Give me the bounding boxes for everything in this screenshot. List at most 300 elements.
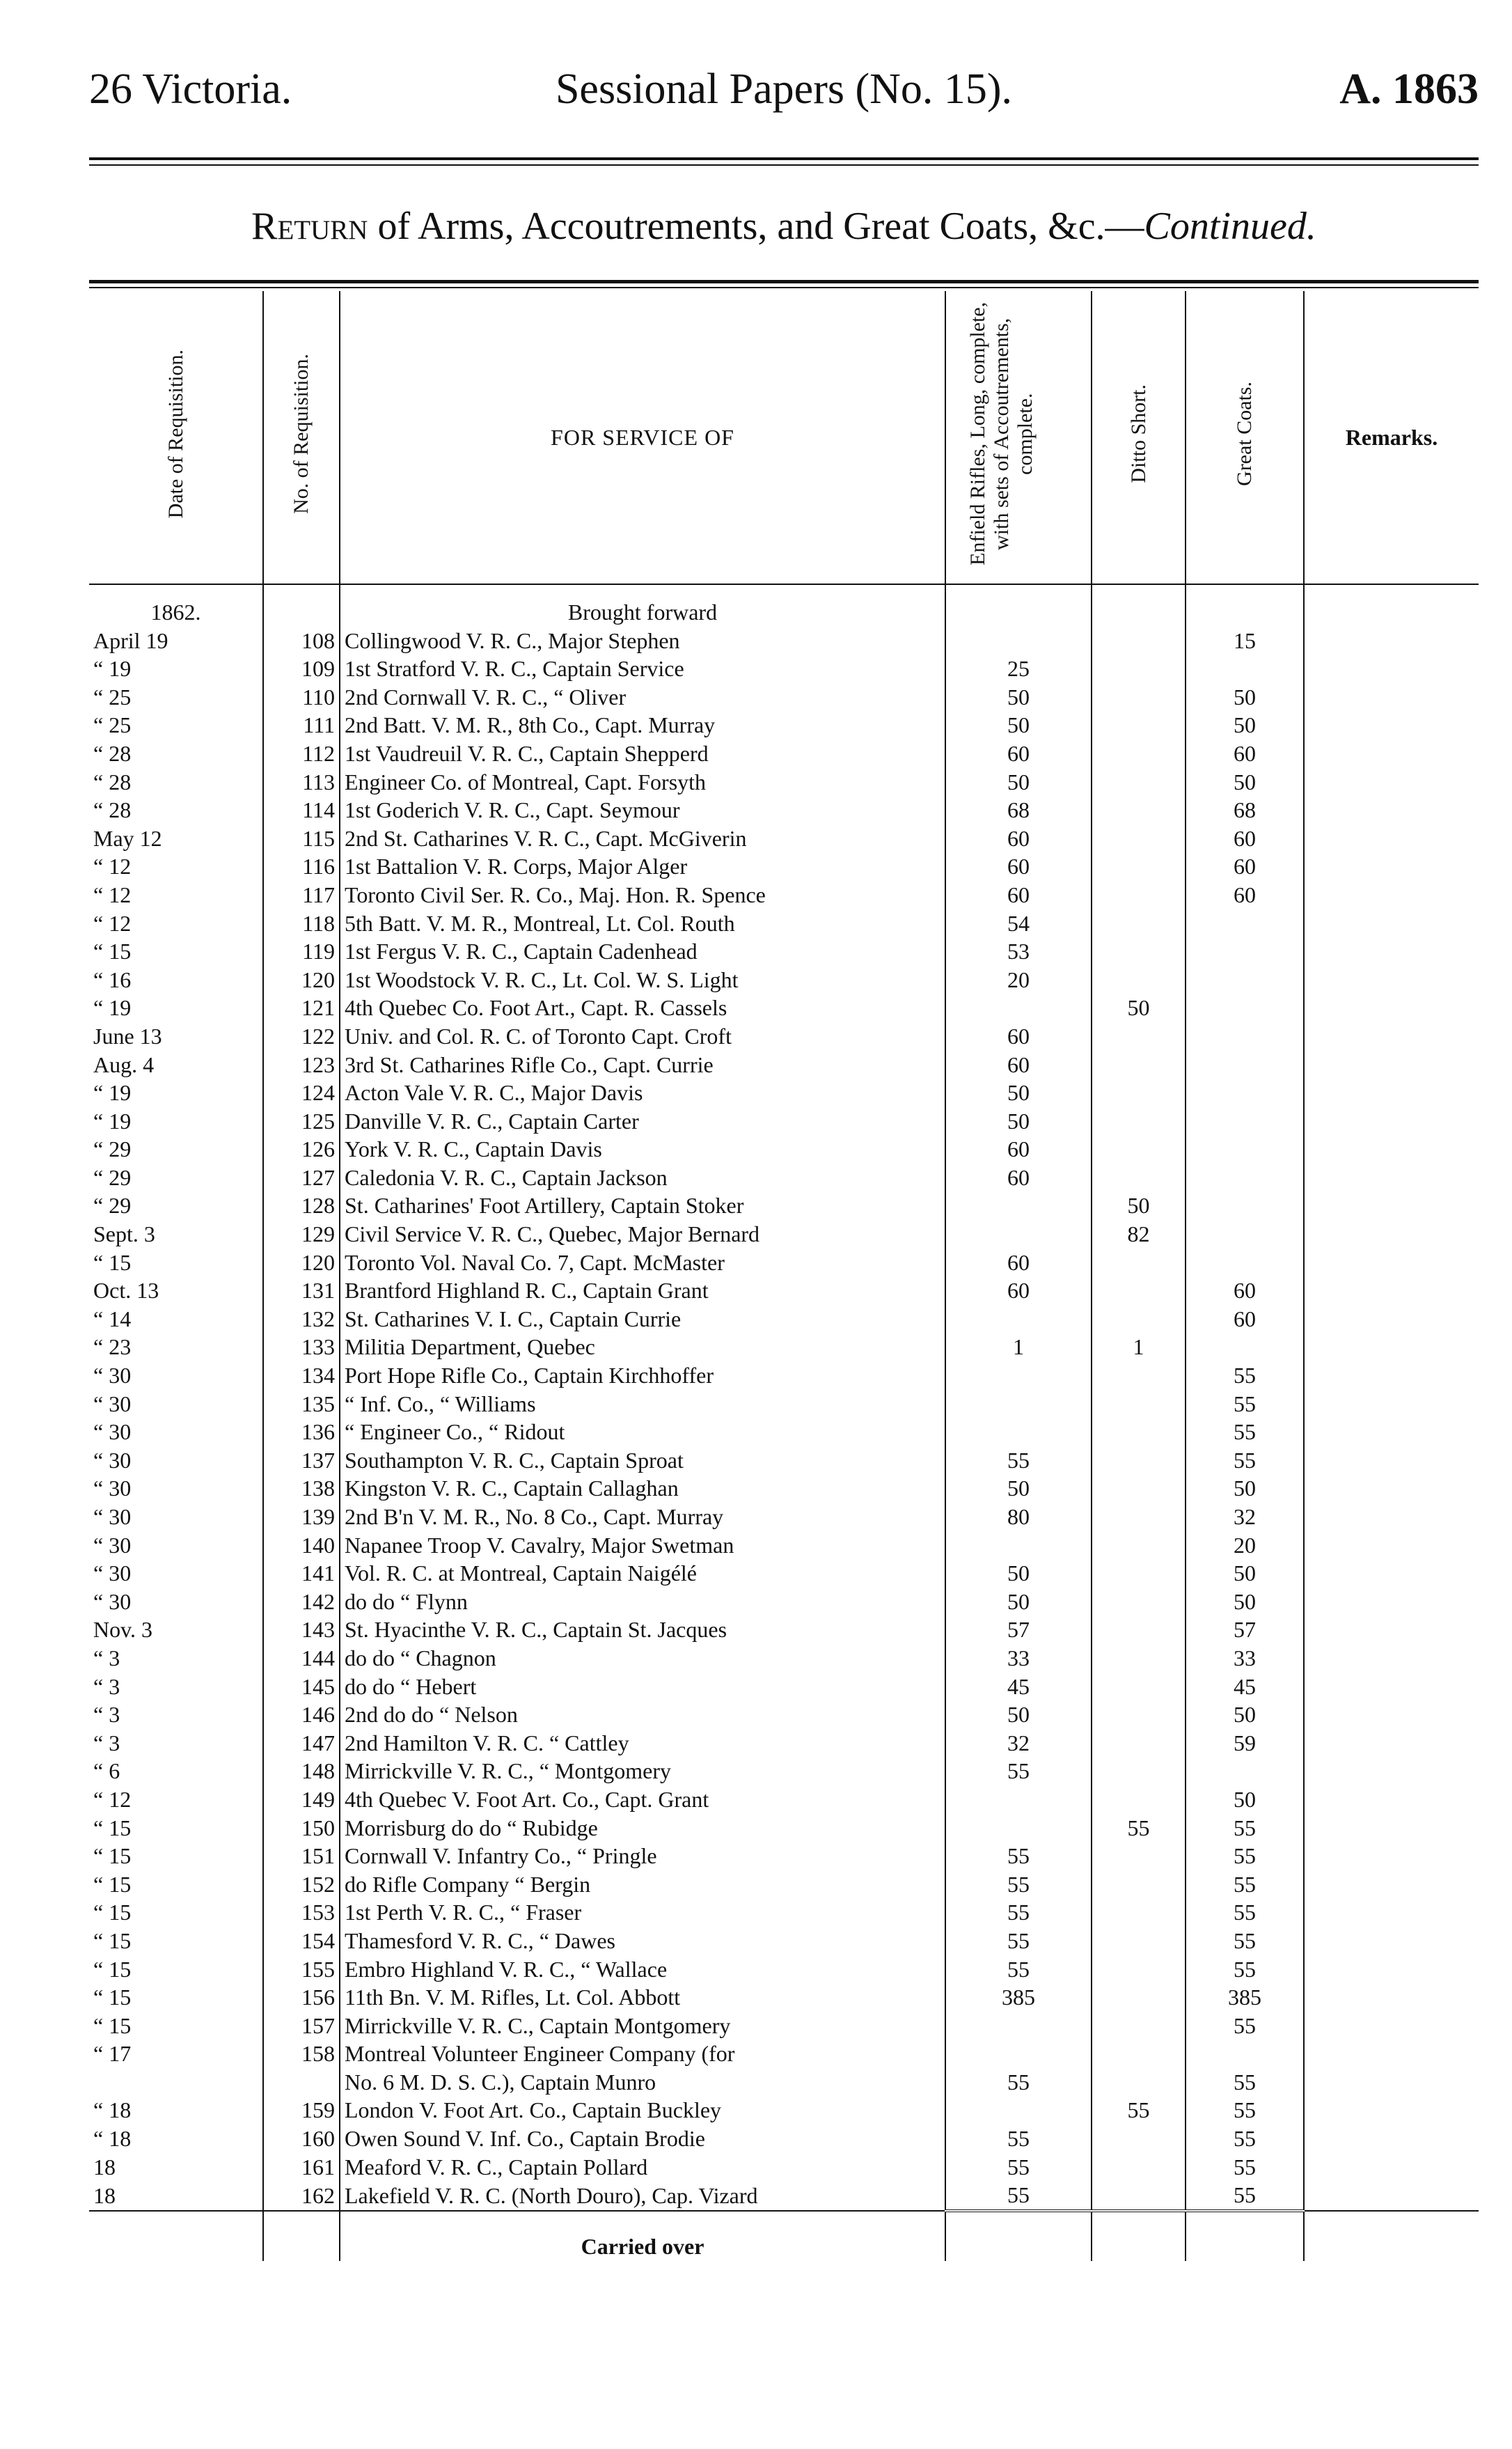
ditto-short-count: 1 (1092, 1333, 1186, 1361)
requisition-date: “ 25 (89, 683, 263, 712)
remarks-cell (1304, 627, 1479, 655)
enfield-rifles-count: 50 (945, 768, 1092, 797)
great-coats-count (1186, 1164, 1304, 1192)
enfield-rifles-count (945, 2012, 1092, 2040)
great-coats-count (1186, 2040, 1304, 2068)
service-of: London V. Foot Art. Co., Captain Buckley (340, 2096, 945, 2125)
requisition-date: “ 3 (89, 1700, 263, 1729)
ditto-short-count: 55 (1092, 2096, 1186, 2125)
great-coats-count: 50 (1186, 768, 1304, 797)
requisition-number: 120 (263, 966, 340, 994)
ditto-short-count (1092, 1927, 1186, 1955)
great-coats-count: 33 (1186, 1644, 1304, 1673)
service-of: Toronto Vol. Naval Co. 7, Capt. McMaster (340, 1249, 945, 1277)
service-of: 1st Stratford V. R. C., Captain Service (340, 655, 945, 683)
requisition-number: 123 (263, 1051, 340, 1079)
requisition-date: “ 30 (89, 1361, 263, 1390)
header-rule-bottom (89, 164, 1479, 166)
remarks-cell (1304, 2096, 1479, 2125)
enfield-rifles-count: 20 (945, 966, 1092, 994)
service-of: 1st Vaudreuil V. R. C., Captain Shepperd (340, 740, 945, 768)
requisition-number: 148 (263, 1757, 340, 1785)
enfield-rifles-count: 55 (945, 2068, 1092, 2097)
service-of: 1st Woodstock V. R. C., Lt. Col. W. S. Light (340, 966, 945, 994)
requisition-number: 144 (263, 1644, 340, 1673)
service-of: Montreal Volunteer Engineer Company (for (340, 2040, 945, 2068)
ditto-short-count (1092, 1107, 1186, 1136)
enfield-rifles-count: 50 (945, 683, 1092, 712)
service-of: 11th Bn. V. M. Rifles, Lt. Col. Abbott (340, 1983, 945, 2012)
title-continued: Continued. (1144, 205, 1316, 248)
great-coats-count: 60 (1186, 1305, 1304, 1333)
requisition-date: “ 18 (89, 2125, 263, 2153)
enfield-rifles-count: 55 (945, 2125, 1092, 2153)
ditto-short-count (1092, 711, 1186, 740)
requisition-date: “ 15 (89, 1983, 263, 2012)
great-coats-count: 55 (1186, 1870, 1304, 1899)
service-of: Lakefield V. R. C. (North Douro), Cap. Vizard (340, 2181, 945, 2211)
requisition-date: “ 15 (89, 1955, 263, 1984)
service-of: 3rd St. Catharines Rifle Co., Capt. Currie (340, 1051, 945, 1079)
great-coats-count: 50 (1186, 1785, 1304, 1814)
ditto-short-count (1092, 852, 1186, 881)
requisition-date: “ 17 (89, 2040, 263, 2068)
enfield-rifles-count: 55 (945, 1870, 1092, 1899)
great-coats-count: 60 (1186, 1276, 1304, 1305)
requisition-number: 146 (263, 1700, 340, 1729)
enfield-rifles-count: 53 (945, 937, 1092, 966)
page-title (89, 202, 1479, 251)
requisition-date: “ 29 (89, 1164, 263, 1192)
service-of: 2nd B'n V. M. R., No. 8 Co., Capt. Murray (340, 1503, 945, 1531)
remarks-cell (1304, 1615, 1479, 1644)
remarks-cell (1304, 1079, 1479, 1107)
remarks-cell (1304, 1814, 1479, 1842)
great-coats-count: 55 (1186, 2012, 1304, 2040)
enfield-rifles-count (945, 1814, 1092, 1842)
great-coats-count: 55 (1186, 2181, 1304, 2211)
ditto-short-count (1092, 768, 1186, 797)
requisition-number: 129 (263, 1220, 340, 1249)
requisition-number: 150 (263, 1814, 340, 1842)
requisition-date: “ 12 (89, 1785, 263, 1814)
enfield-rifles-count (945, 1418, 1092, 1446)
requisition-number: 139 (263, 1503, 340, 1531)
remarks-cell (1304, 1588, 1479, 1616)
carried-over-short (1092, 2211, 1186, 2261)
great-coats-count: 50 (1186, 683, 1304, 712)
requisition-number: 109 (263, 655, 340, 683)
requisition-number: 128 (263, 1191, 340, 1220)
requisition-date: “ 12 (89, 909, 263, 938)
year-row (89, 584, 1479, 627)
requisition-number: 157 (263, 2012, 340, 2040)
great-coats-count: 55 (1186, 2096, 1304, 2125)
great-coats-count: 55 (1186, 1842, 1304, 1870)
table-row (89, 1983, 1479, 2012)
great-coats-count (1186, 1220, 1304, 1249)
requisition-number: 112 (263, 740, 340, 768)
service-of: Meaford V. R. C., Captain Pollard (340, 2153, 945, 2182)
ditto-short-count (1092, 1644, 1186, 1673)
table-row (89, 2040, 1479, 2068)
ditto-short-count (1092, 1757, 1186, 1785)
requisition-date: Aug. 4 (89, 1051, 263, 1079)
requisition-number: 119 (263, 937, 340, 966)
enfield-rifles-count: 50 (945, 1474, 1092, 1503)
enfield-rifles-count (945, 1361, 1092, 1390)
service-of: Embro Highland V. R. C., “ Wallace (340, 1955, 945, 1984)
great-coats-count: 20 (1186, 1531, 1304, 1560)
table-row (89, 966, 1479, 994)
enfield-rifles-count: 33 (945, 1644, 1092, 1673)
table-row (89, 1531, 1479, 1560)
carried-over-row (89, 2211, 1479, 2261)
carried-over-enfield (945, 2211, 1092, 2261)
requisition-date: “ 30 (89, 1418, 263, 1446)
ditto-short-count (1092, 1305, 1186, 1333)
great-coats-count: 55 (1186, 1927, 1304, 1955)
requisition-date: 18 (89, 2181, 263, 2211)
remarks-cell (1304, 1249, 1479, 1277)
requisition-date: “ 30 (89, 1559, 263, 1588)
remarks-cell (1304, 937, 1479, 966)
remarks-cell (1304, 824, 1479, 853)
requisition-date: “ 15 (89, 1842, 263, 1870)
requisition-date: “ 30 (89, 1503, 263, 1531)
remarks-cell (1304, 1474, 1479, 1503)
requisition-date: April 19 (89, 627, 263, 655)
remarks-cell (1304, 1390, 1479, 1418)
service-of: 2nd St. Catharines V. R. C., Capt. McGiverin (340, 824, 945, 853)
ditto-short-count (1092, 2068, 1186, 2097)
remarks-cell (1304, 2181, 1479, 2211)
table-row (89, 824, 1479, 853)
service-of: “ Inf. Co., “ Williams (340, 1390, 945, 1418)
service-of: St. Hyacinthe V. R. C., Captain St. Jacques (340, 1615, 945, 1644)
remarks-cell (1304, 909, 1479, 938)
service-of: No. 6 M. D. S. C.), Captain Munro (340, 2068, 945, 2097)
requisition-number: 108 (263, 627, 340, 655)
great-coats-count: 50 (1186, 1474, 1304, 1503)
great-coats-count (1186, 966, 1304, 994)
header-year: A. 1863 (1339, 65, 1479, 113)
enfield-rifles-count: 55 (945, 1898, 1092, 1927)
requisition-date: Sept. 3 (89, 1220, 263, 1249)
enfield-rifles-count: 60 (945, 1135, 1092, 1164)
service-of: Militia Department, Quebec (340, 1333, 945, 1361)
requisition-date: “ 28 (89, 740, 263, 768)
enfield-rifles-count: 50 (945, 1107, 1092, 1136)
ditto-short-count (1092, 1390, 1186, 1418)
enfield-rifles-count: 50 (945, 1700, 1092, 1729)
enfield-rifles-count: 55 (945, 1446, 1092, 1475)
header-sessional-papers: Sessional Papers (No. 15). (555, 65, 1013, 113)
ditto-short-count (1092, 627, 1186, 655)
table-row (89, 909, 1479, 938)
enfield-rifles-count (945, 1191, 1092, 1220)
great-coats-count: 68 (1186, 796, 1304, 824)
table-row (89, 881, 1479, 909)
ditto-short-count (1092, 1842, 1186, 1870)
service-of: Cornwall V. Infantry Co., “ Pringle (340, 1842, 945, 1870)
requisition-number: 162 (263, 2181, 340, 2211)
table-row (89, 768, 1479, 797)
enfield-rifles-count: 60 (945, 740, 1092, 768)
table-row (89, 1305, 1479, 1333)
requisition-date: “ 28 (89, 796, 263, 824)
requisition-date: “ 19 (89, 1079, 263, 1107)
service-of: 1st Fergus V. R. C., Captain Cadenhead (340, 937, 945, 966)
enfield-rifles-count: 50 (945, 1559, 1092, 1588)
remarks-cell (1304, 1503, 1479, 1531)
requisition-number: 155 (263, 1955, 340, 1984)
great-coats-count (1186, 937, 1304, 966)
ditto-short-count (1092, 1983, 1186, 2012)
service-of: 2nd do do “ Nelson (340, 1700, 945, 1729)
ditto-short-count: 50 (1092, 1191, 1186, 1220)
great-coats-count: 55 (1186, 2068, 1304, 2097)
requisition-number: 154 (263, 1927, 340, 1955)
table-row (89, 1588, 1479, 1616)
table-row (89, 1814, 1479, 1842)
requisition-date: “ 3 (89, 1729, 263, 1758)
table-row (89, 1503, 1479, 1531)
page-header (89, 61, 1479, 117)
table-row (89, 2096, 1479, 2125)
ditto-short-count (1092, 1361, 1186, 1390)
remarks-cell (1304, 1870, 1479, 1899)
great-coats-count (1186, 1333, 1304, 1361)
ditto-short-count (1092, 1249, 1186, 1277)
great-coats-count: 60 (1186, 881, 1304, 909)
requisition-number: 132 (263, 1305, 340, 1333)
requisition-date: Nov. 3 (89, 1615, 263, 1644)
brought-forward-short (1092, 584, 1186, 627)
service-of: Mirrickville V. R. C., Captain Montgomery (340, 2012, 945, 2040)
enfield-rifles-count: 80 (945, 1503, 1092, 1531)
enfield-rifles-count (945, 994, 1092, 1022)
enfield-rifles-count: 55 (945, 1842, 1092, 1870)
ditto-short-count (1092, 740, 1186, 768)
enfield-rifles-count: 385 (945, 1983, 1092, 2012)
enfield-rifles-count: 60 (945, 1249, 1092, 1277)
requisition-number: 133 (263, 1333, 340, 1361)
requisition-date: “ 15 (89, 1870, 263, 1899)
enfield-rifles-count (945, 1785, 1092, 1814)
requisition-date: “ 15 (89, 937, 263, 966)
remarks-cell (1304, 1559, 1479, 1588)
service-of: do Rifle Company “ Bergin (340, 1870, 945, 1899)
great-coats-count: 15 (1186, 627, 1304, 655)
ditto-short-count (1092, 1955, 1186, 1984)
table-row (89, 1249, 1479, 1277)
requisition-number: 114 (263, 796, 340, 824)
ditto-short-count (1092, 1588, 1186, 1616)
remarks-cell (1304, 796, 1479, 824)
remarks-cell (1304, 1164, 1479, 1192)
great-coats-count: 59 (1186, 1729, 1304, 1758)
requisition-number: 111 (263, 711, 340, 740)
requisition-number: 115 (263, 824, 340, 853)
great-coats-count: 32 (1186, 1503, 1304, 1531)
great-coats-count (1186, 1079, 1304, 1107)
great-coats-count (1186, 1107, 1304, 1136)
requisition-number: 135 (263, 1390, 340, 1418)
ditto-short-count (1092, 1531, 1186, 1560)
remarks-cell (1304, 881, 1479, 909)
enfield-rifles-count: 68 (945, 796, 1092, 824)
remarks-cell (1304, 994, 1479, 1022)
service-of: Toronto Civil Ser. R. Co., Maj. Hon. R. Spence (340, 881, 945, 909)
service-of: Univ. and Col. R. C. of Toronto Capt. Croft (340, 1022, 945, 1051)
requisition-number: 143 (263, 1615, 340, 1644)
requisition-number: 147 (263, 1729, 340, 1758)
ditto-short-count (1092, 1503, 1186, 1531)
table-row (89, 2153, 1479, 2182)
requisition-date: “ 30 (89, 1390, 263, 1418)
carried-over-coats (1186, 2211, 1304, 2261)
requisition-date: June 13 (89, 1022, 263, 1051)
enfield-rifles-count (945, 627, 1092, 655)
table-row (89, 1785, 1479, 1814)
requisition-number (263, 2068, 340, 2097)
requisition-number: 125 (263, 1107, 340, 1136)
remarks-cell (1304, 2125, 1479, 2153)
service-of: Danville V. R. C., Captain Carter (340, 1107, 945, 1136)
requisition-date: “ 16 (89, 966, 263, 994)
requisition-number: 158 (263, 2040, 340, 2068)
service-of: 4th Quebec Co. Foot Art., Capt. R. Cassels (340, 994, 945, 1022)
table-row (89, 1842, 1479, 1870)
requisition-number: 152 (263, 1870, 340, 1899)
table-row (89, 1474, 1479, 1503)
great-coats-count: 50 (1186, 711, 1304, 740)
table-row (89, 1051, 1479, 1079)
ditto-short-count (1092, 1022, 1186, 1051)
enfield-rifles-count: 50 (945, 711, 1092, 740)
requisition-date: “ 14 (89, 1305, 263, 1333)
enfield-rifles-count: 60 (945, 824, 1092, 853)
requisition-date: “ 12 (89, 881, 263, 909)
table-row (89, 655, 1479, 683)
table-row (89, 2181, 1479, 2211)
service-of: Engineer Co. of Montreal, Capt. Forsyth (340, 768, 945, 797)
service-of: do do “ Hebert (340, 1673, 945, 1701)
enfield-rifles-count: 25 (945, 655, 1092, 683)
ditto-short-count (1092, 2181, 1186, 2211)
requisition-number: 161 (263, 2153, 340, 2182)
requisition-date: “ 15 (89, 1814, 263, 1842)
header-rule-top (89, 157, 1479, 160)
requisition-number: 116 (263, 852, 340, 881)
remarks-cell (1304, 2153, 1479, 2182)
remarks-cell (1304, 1305, 1479, 1333)
remarks-cell (1304, 1107, 1479, 1136)
great-coats-count (1186, 909, 1304, 938)
ditto-short-count (1092, 966, 1186, 994)
enfield-rifles-count: 60 (945, 1164, 1092, 1192)
requisition-number: 142 (263, 1588, 340, 1616)
requisition-number: 141 (263, 1559, 340, 1588)
table-row (89, 1220, 1479, 1249)
remarks-cell (1304, 1418, 1479, 1446)
remarks-cell (1304, 1757, 1479, 1785)
table-row (89, 1644, 1479, 1673)
remarks-cell (1304, 1446, 1479, 1475)
table-row (89, 796, 1479, 824)
requisition-number: 149 (263, 1785, 340, 1814)
ditto-short-count (1092, 796, 1186, 824)
enfield-rifles-count (945, 2096, 1092, 2125)
ditto-short-count (1092, 909, 1186, 938)
service-of: 2nd Hamilton V. R. C. “ Cattley (340, 1729, 945, 1758)
col-date-header: Date of Requisition. (89, 291, 263, 584)
requisition-date: “ 3 (89, 1673, 263, 1701)
remarks-cell (1304, 1135, 1479, 1164)
ditto-short-count (1092, 1474, 1186, 1503)
requisition-number: 117 (263, 881, 340, 909)
enfield-rifles-count: 45 (945, 1673, 1092, 1701)
remarks-cell (1304, 1673, 1479, 1701)
enfield-rifles-count: 54 (945, 909, 1092, 938)
table-row (89, 740, 1479, 768)
requisition-number: 151 (263, 1842, 340, 1870)
enfield-rifles-count (945, 1305, 1092, 1333)
enfield-rifles-count (945, 1531, 1092, 1560)
requisition-number: 160 (263, 2125, 340, 2153)
enfield-rifles-count: 55 (945, 1955, 1092, 1984)
table-row (89, 2068, 1479, 2097)
table-row (89, 1418, 1479, 1446)
table-row (89, 1559, 1479, 1588)
service-of: 1st Goderich V. R. C., Capt. Seymour (340, 796, 945, 824)
requisition-date: “ 6 (89, 1757, 263, 1785)
remarks-cell (1304, 2012, 1479, 2040)
great-coats-count: 60 (1186, 740, 1304, 768)
requisition-date: “ 30 (89, 1474, 263, 1503)
table-row (89, 1164, 1479, 1192)
ditto-short-count (1092, 1729, 1186, 1758)
ditto-short-count (1092, 937, 1186, 966)
table-row (89, 1870, 1479, 1899)
enfield-rifles-count: 32 (945, 1729, 1092, 1758)
remarks-cell (1304, 1191, 1479, 1220)
remarks-cell (1304, 1531, 1479, 1560)
requisition-number: 153 (263, 1898, 340, 1927)
service-of: Kingston V. R. C., Captain Callaghan (340, 1474, 945, 1503)
enfield-rifles-count: 55 (945, 2153, 1092, 2182)
enfield-rifles-count: 55 (945, 1757, 1092, 1785)
remarks-cell (1304, 2040, 1479, 2068)
great-coats-count: 50 (1186, 1559, 1304, 1588)
great-coats-count: 57 (1186, 1615, 1304, 1644)
requisition-date: “ 15 (89, 2012, 263, 2040)
great-coats-count: 55 (1186, 1814, 1304, 1842)
table-rule-second (89, 287, 1479, 288)
great-coats-count: 55 (1186, 1418, 1304, 1446)
great-coats-count: 55 (1186, 1898, 1304, 1927)
requisition-number: 145 (263, 1673, 340, 1701)
requisition-date: 18 (89, 2153, 263, 2182)
title-rest: of Arms, Accoutrements, and Great Coats, &c.— (368, 205, 1144, 248)
remarks-cell (1304, 655, 1479, 683)
col-great-coats-header: Great Coats. (1186, 291, 1304, 584)
header-session: 26 Victoria. (89, 65, 292, 113)
table-row (89, 1898, 1479, 1927)
ditto-short-count (1092, 1615, 1186, 1644)
requisition-number: 159 (263, 2096, 340, 2125)
